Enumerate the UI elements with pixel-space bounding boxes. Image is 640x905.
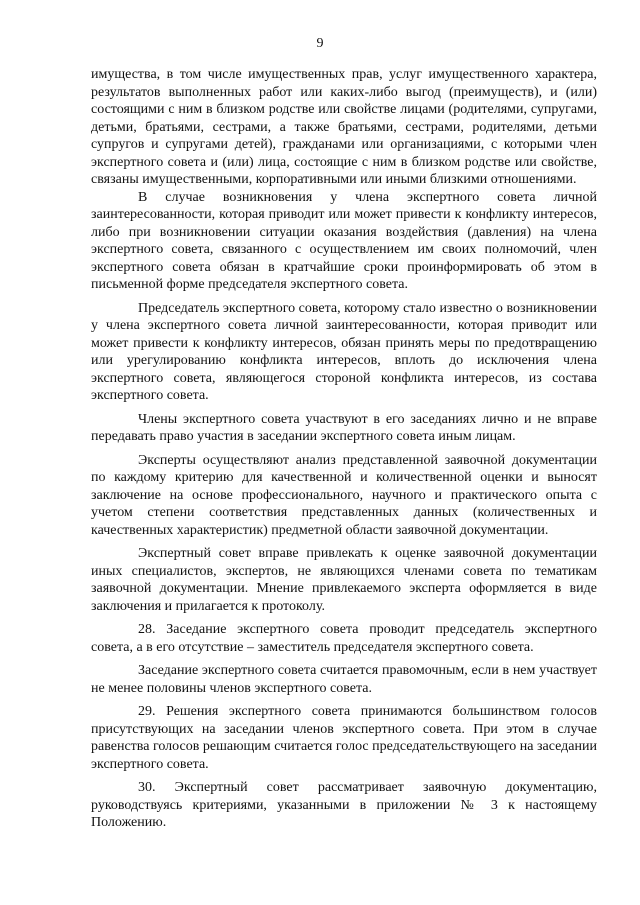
paragraph-experts-analysis: Эксперты осуществляют анализ представленной заявочной документации по каждому критерию для качественной и количественной оценки и выносят заключение на основе профессионального, научного и практического опыта с учетом степени соответствия представленных данных (количественных и качественных характеристик) предметной области заявочной документации.: [91, 452, 597, 538]
document-body: [91, 66, 597, 832]
paragraph-29-decisions: 29. Решения экспертного совета принимаются большинством голосов присутствующих на заседании членов экспертного совета. При этом в случае равенства голосов решающим считается голос председательствующего на заседании экспертного совета.: [91, 704, 597, 772]
paragraph-chairman-measures: Председатель экспертного совета, которому стало известно о возникновении у члена экспертного совета личной заинтересованности, которая приводит или может привести к конфликту интересов, обязан принять меры по предотвращению или урегулированию конфликта интересов, вплоть до исключения члена экспертного совета, являющегося стороной конфликта интересов, из состава экспертного совета.: [91, 300, 597, 403]
page-number: 9: [316, 36, 324, 51]
paragraph-personal-participation: Члены экспертного совета участвуют в его заседаниях лично и не вправе передавать право участия в заседании экспертного совета иным лицам.: [91, 411, 597, 444]
paragraph-continuation: имущества, в том числе имущественных прав, услуг имущественного характера, результатов выполненных работ или каких-либо выгод (преимуществ), и (или) состоящими с ним в близком родстве или свойстве лицами (родителями, супругами, детьми, братьями, сестрами, а также братьями, сестрами, родителями, детьми супругов и супругами детей), гражданами или организациями, с которыми член экспертного совета и (или) лица, состоящие с ним в близком родстве или свойстве, связаны имущественными, корпоративными или иными близкими отношениями.: [91, 67, 597, 187]
paragraph-quorum: Заседание экспертного совета считается правомочным, если в нем участвует не менее половины членов экспертного совета.: [91, 663, 597, 696]
paragraph-30-review: 30. Экспертный совет рассматривает заявочную документацию, руководствуясь критериями, указанными в приложении № 3 к настоящему Положению.: [91, 780, 597, 830]
paragraph-conflict-notification: В случае возникновения у члена экспертного совета личной заинтересованности, которая приводит или может привести к конфликту интересов, либо при возникновении ситуации оказания воздействия (давления) на члена экспертного совета, связанного с осуществлением им своих полномочий, член экспертного совета обязан в кратчайшие сроки проинформировать об этом в письменной форме председателя экспертного совета.: [91, 189, 597, 292]
paragraph-28-meeting-chair: 28. Заседание экспертного совета проводит председатель экспертного совета, а в его отсутствие – заместитель председателя экспертного совета.: [91, 622, 597, 655]
paragraph-additional-specialists: Экспертный совет вправе привлекать к оценке заявочной документации иных специалистов, экспертов, не являющихся членами совета по тематикам заявочной документации. Мнение привлекаемого эксперта оформляется в виде заключения и прилагается к протоколу.: [91, 546, 597, 614]
